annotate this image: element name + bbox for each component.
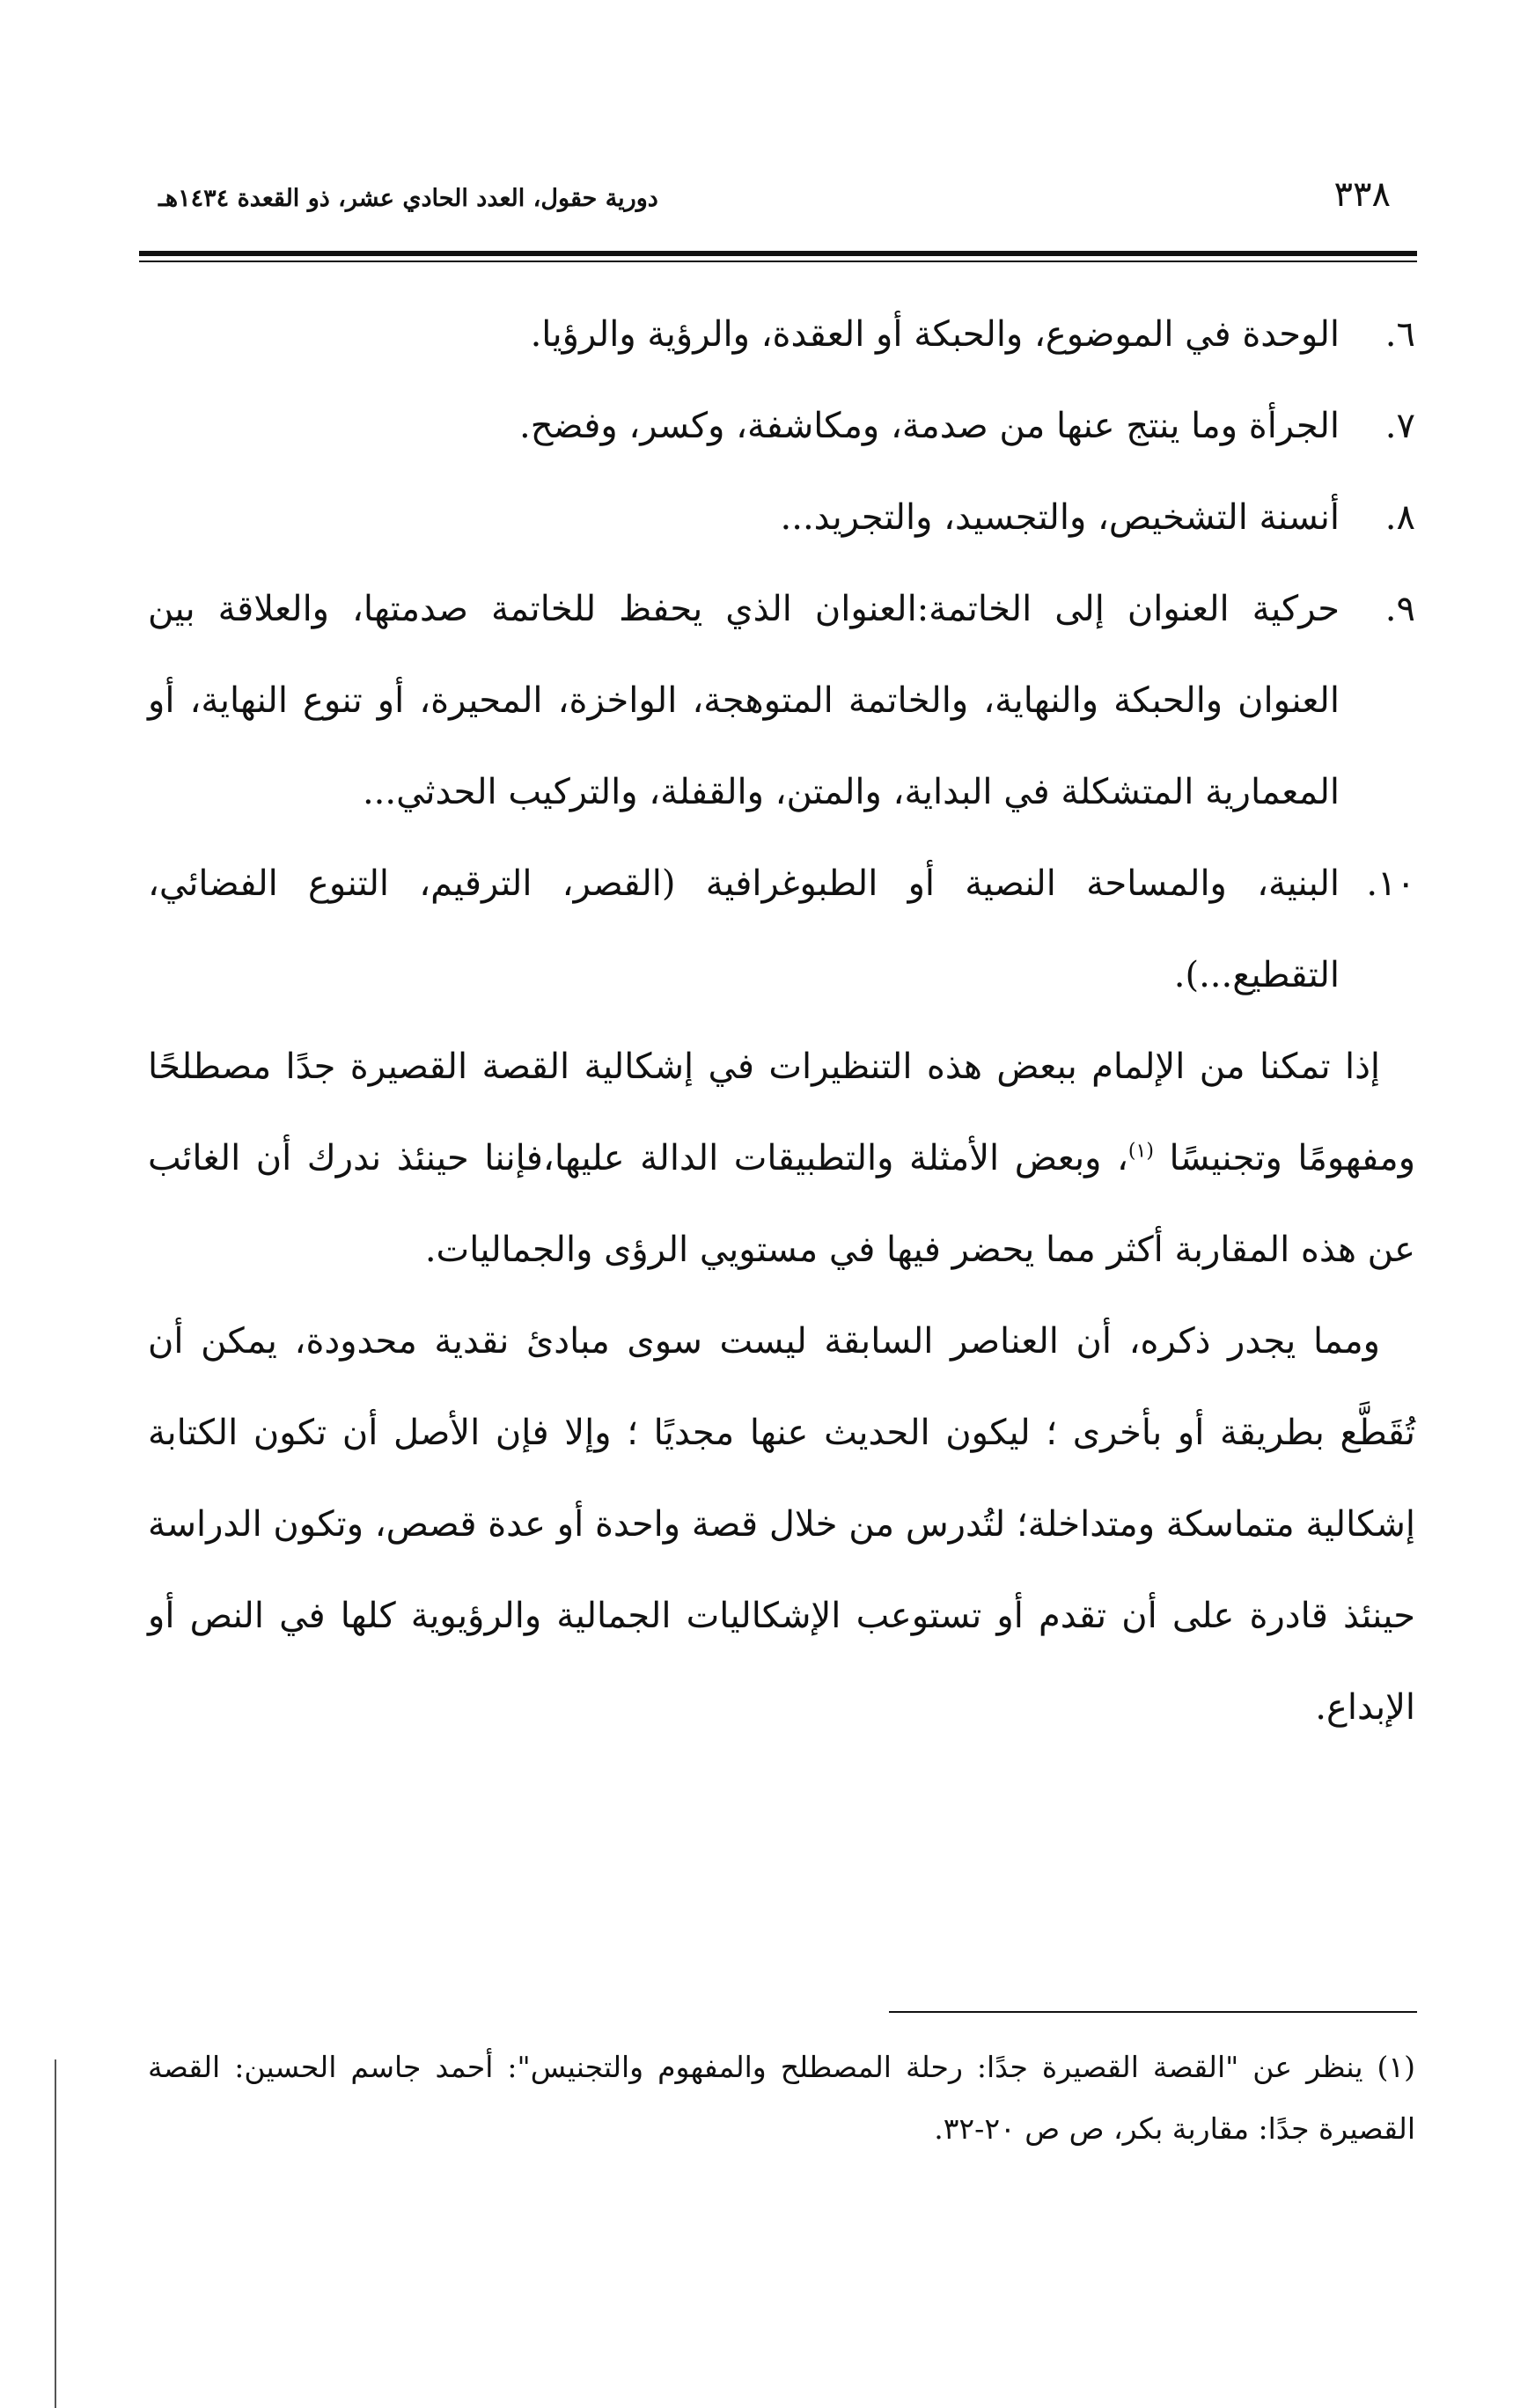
header-rule-thick — [139, 251, 1417, 256]
list-text: البنية، والمساحة النصية أو الطبوغرافية (القصر، الترقيم، التنوع الفضائي، التقطيع...). — [148, 863, 1340, 995]
list-item — [148, 380, 1415, 472]
list-item — [148, 563, 1415, 838]
list-text: حركية العنوان إلى الخاتمة:العنوان الذي يحفظ للخاتمة صدمتها، والعلاقة بين العنوان والحبكة والنهاية، والخاتمة المتوهجة، الواخزة، المحيرة، أو تنوع النهاية، أو المعمارية المتشكلة في البداية، والمتن، والقفلة، والتركيب الحدثي... — [148, 589, 1340, 812]
list-text: الوحدة في الموضوع، والحبكة أو العقدة، والرؤية والرؤيا. — [530, 314, 1340, 355]
list-item — [148, 472, 1415, 563]
list-number: ٦. — [1384, 314, 1415, 355]
list-number: ٨. — [1384, 497, 1415, 538]
running-title: دورية حقول، العدد الحادي عشر، ذو القعدة ١٤٣٤هـ — [158, 185, 658, 212]
footnote-separator — [889, 2011, 1417, 2013]
header-rule-thin — [139, 261, 1417, 262]
paragraph-2: ومما يجدر ذكره، أن العناصر السابقة ليست سوى مبادئ نقدية محدودة، يمكن أن تُقَطَّع بطريقة أو بأخرى ؛ ليكون الحديث عنها مجديًا ؛ وإلا فإن الأصل أن تكون الكتابة إشكالية متماسكة ومتداخلة؛ لتُدرس من خلال قصة واحدة أو عدة قصص، وتكون الدراسة حينئذ قادرة على أن تقدم أو تستوعب الإشكاليات الجمالية والرؤيوية كلها في النص أو الإبداع. — [148, 1321, 1415, 1728]
list-item — [148, 289, 1415, 380]
list-number: ١٠. — [1366, 863, 1415, 904]
list-item — [148, 838, 1415, 1021]
body-text — [148, 289, 1415, 1753]
list-number: ٧. — [1384, 406, 1415, 446]
list-text: أنسنة التشخيص، والتجسيد، والتجريد... — [780, 497, 1340, 538]
footnote-reference[interactable]: (١) — [1127, 1140, 1154, 1163]
list-text: الجرأة وما ينتج عنها من صدمة، ومكاشفة، وكسر، وفضح. — [519, 406, 1340, 446]
running-header — [141, 174, 1417, 236]
list-number: ٩. — [1384, 589, 1415, 629]
paragraph-1-part-a: إذا تمكنا من الإلمام ببعض هذه التنظيرات في إشكالية القصة القصيرة جدًا مصطلحًا ومفهومًا وتجنيسًا — [148, 1046, 1416, 1178]
footnote: (١) ينظر عن "القصة القصيرة جدًا: رحلة المصطلح والمفهوم والتجنيس": أحمد جاسم الحسين: القصة القصيرة جدًا: مقاربة بكر، ص ص ٢٠-٣٢. — [148, 2050, 1415, 2146]
page-number: ٣٣٨ — [1333, 174, 1391, 215]
binding-edge-line — [55, 2059, 56, 2408]
paragraph-1-part-b: ، وبعض الأمثلة والتطبيقات الدالة عليها،فإننا حينئذ ندرك أن الغائب عن هذه المقاربة أكثر مما يحضر فيها في مستويي الرؤى والجماليات. — [148, 1138, 1415, 1270]
paragraph-1 — [148, 1021, 1415, 1296]
